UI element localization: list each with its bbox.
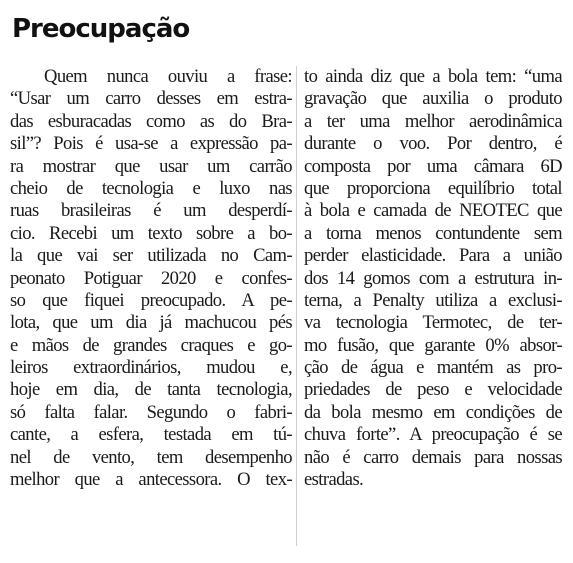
text-line: cheio de tecnologia e luxo nas (10, 177, 292, 199)
column-divider (296, 66, 297, 546)
text-line: a torna menos contundente sem (304, 222, 562, 244)
text-line: à bola e camada de NEOTEC que (304, 200, 562, 222)
text-line: não é carro demais para nossas (304, 446, 562, 468)
text-line: lota, que um dia já machucou pés (10, 312, 292, 334)
text-line: ruas brasileiras é um desperdí- (10, 200, 292, 222)
text-line: gravação que auxilia o produto (304, 88, 562, 110)
text-line: a ter uma melhor aerodinâmica (304, 110, 562, 132)
text-line: mo fusão, que garante 0% absor- (304, 334, 562, 356)
text-line: priedades de peso e velocidade (304, 379, 562, 401)
text-line: que proporciona equilíbrio total (304, 177, 562, 199)
text-line: sil”? Pois é usa-se a expressão pa- (10, 133, 292, 155)
text-line: durante o voo. Por dentro, é (304, 133, 562, 155)
text-line: to ainda diz que a bola tem: “uma (304, 66, 562, 87)
text-line: perder elasticidade. Para a união (304, 245, 562, 267)
text-line: só falta falar. Segundo o fabri- (10, 401, 292, 423)
text-line: e mãos de grandes craques e go- (10, 334, 292, 356)
text-line: hoje em dia, de tanta tecnologia, (10, 379, 292, 401)
article-right-column (304, 66, 562, 491)
article-left-column (10, 66, 292, 491)
text-line: dos 14 gomos com a estrutura in- (304, 267, 562, 289)
text-line: peonato Potiguar 2020 e confes- (10, 267, 292, 289)
text-line: terna, a Penalty utiliza a exclusi- (304, 289, 562, 311)
text-line: so que fiquei preocupado. A pe- (10, 289, 292, 311)
text-line: nel de vento, tem desempenho (10, 446, 292, 468)
text-line: ção de água e mantém as pro- (304, 357, 562, 379)
text-line: cio. Recebi um texto sobre a bo- (10, 222, 292, 244)
text-line: das esburacadas como as do Bra- (10, 110, 292, 132)
text-line: composta por uma câmara 6D (304, 155, 562, 177)
text-line: melhor que a antecessora. O tex- (10, 469, 292, 491)
text-line: ra mostrar que usar um carrão (10, 155, 292, 177)
text-line: da bola mesmo em condições de (304, 401, 562, 423)
text-line: estradas. (304, 469, 364, 491)
text-line: cante, a esfera, testada em tú- (10, 424, 292, 446)
text-line: Quem nunca ouviu a frase: (44, 66, 292, 87)
text-line: chuva forte”. A preocupação é se (304, 424, 562, 446)
text-line: “Usar um carro desses em estra- (10, 88, 292, 110)
text-line: va tecnologia Termotec, de ter- (304, 312, 562, 334)
text-line: leiros extraordinários, mudou e, (10, 357, 292, 379)
text-line: la que vai ser utilizada no Cam- (10, 245, 292, 267)
article-headline: Preocupação (12, 14, 190, 44)
